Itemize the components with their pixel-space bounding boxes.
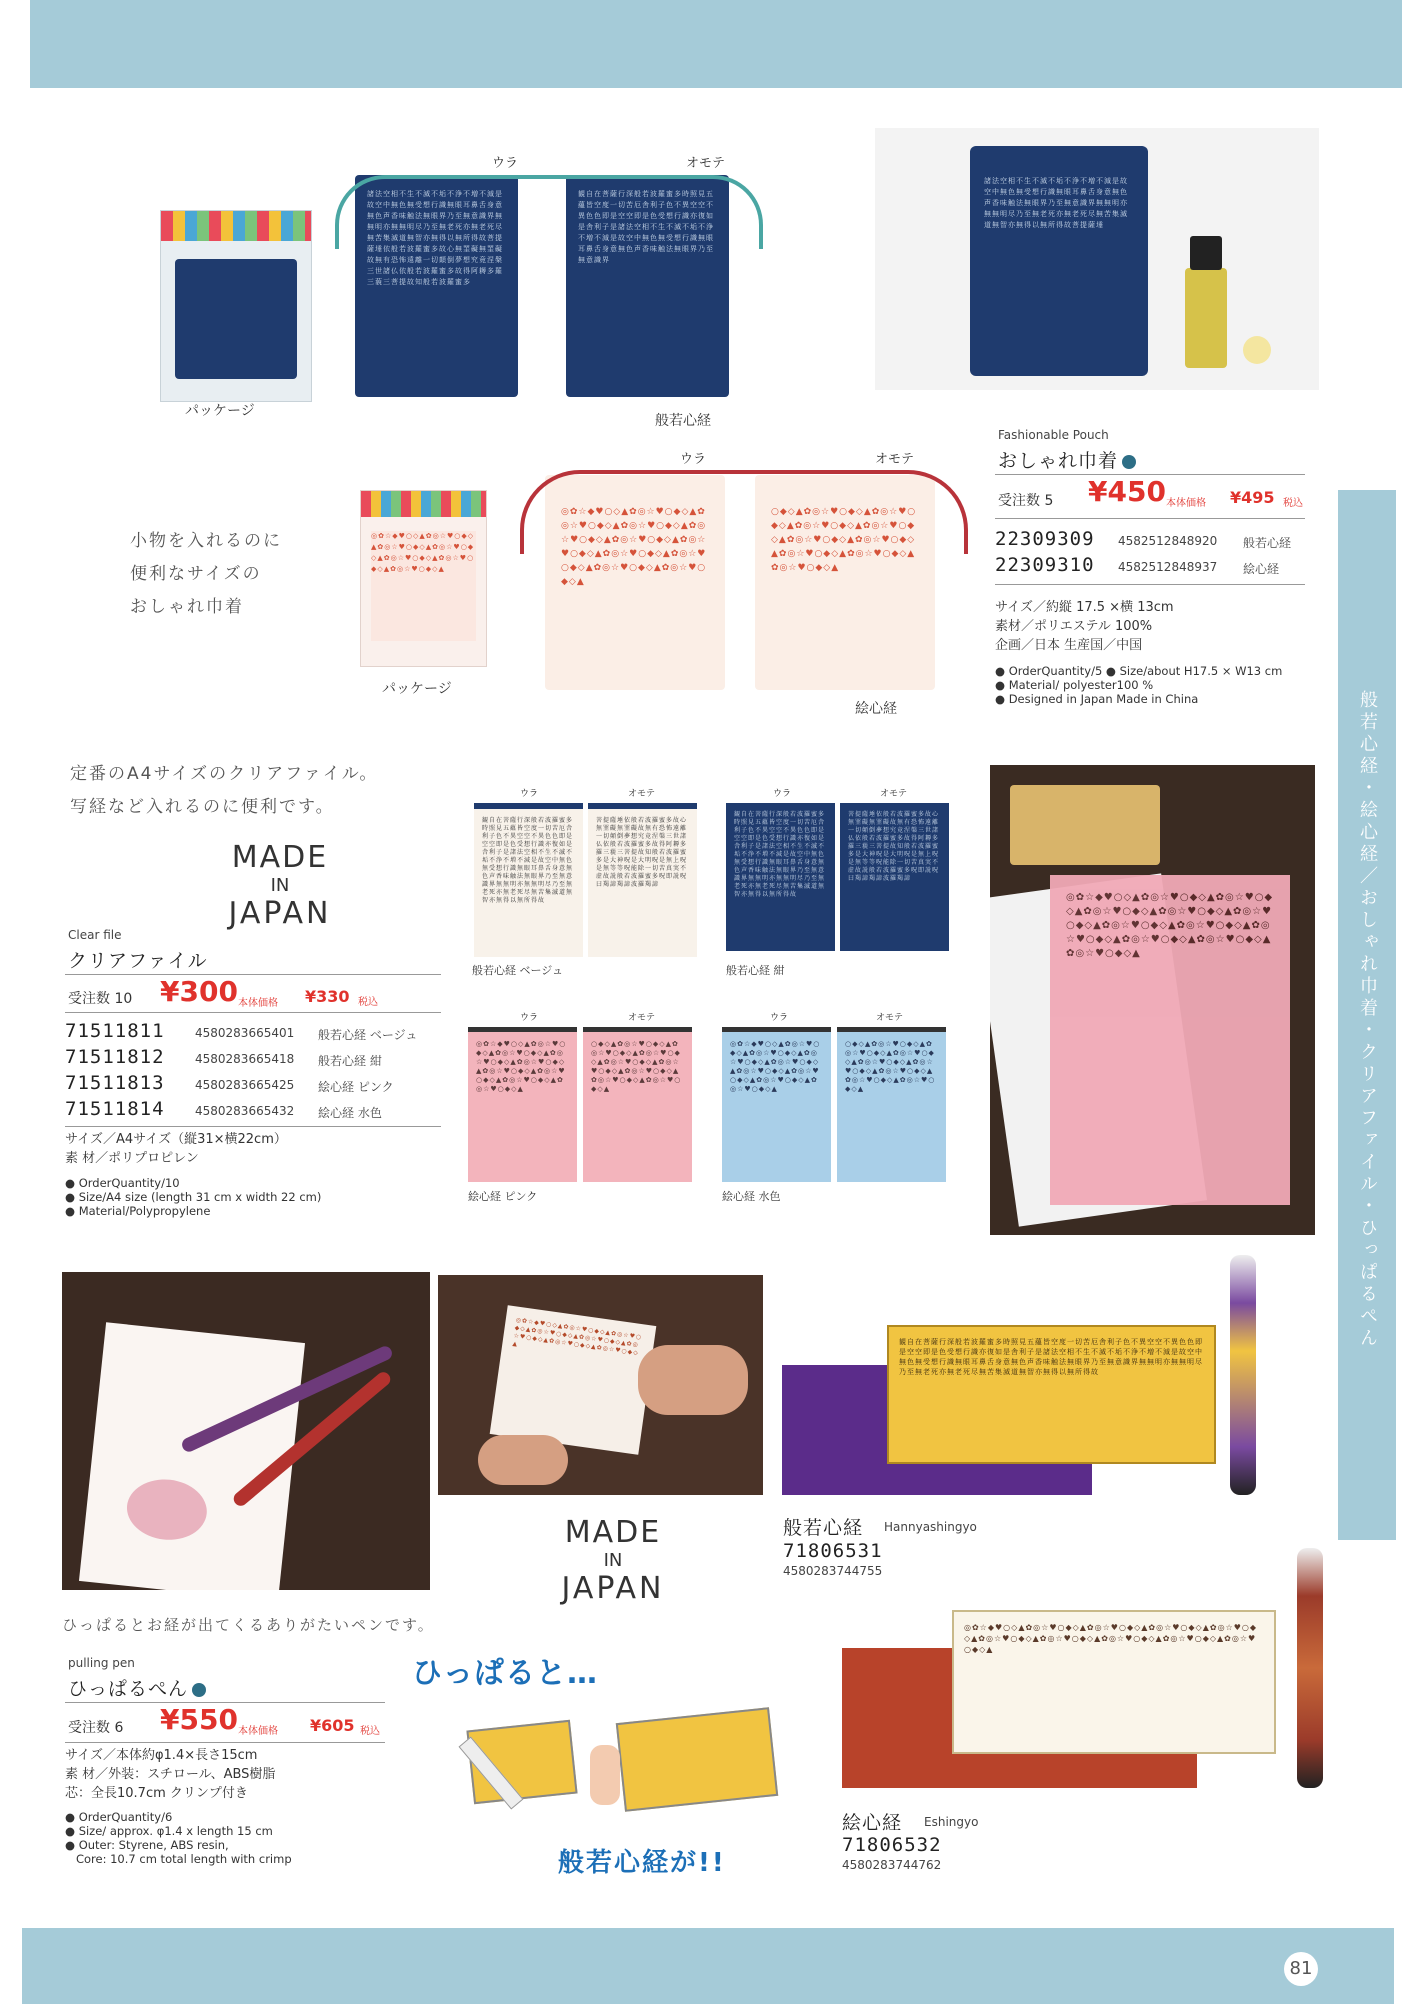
file-navy-omote-label: オモテ [880,789,908,799]
pen-eshin-en: Eshingyo [924,1815,979,1829]
clearfile-sku-rule [65,1126,441,1127]
pouch-sku-2-code: 22309310 [995,554,1095,576]
pouch-lead-line: 便利なサイズの [130,564,262,584]
pouch-spec-en-line: ● Designed in Japan Made in China [995,692,1199,706]
pen-hannya-code: 71806531 [783,1540,883,1562]
pouch-spec-line: 素材／ポリエステル 100% [995,619,1153,634]
clearfile-title-rule [65,974,441,975]
pouch-price: ¥450 [1088,475,1166,508]
file-navy-front-image: 菩提薩埵依般若波羅蜜多故心無罣礙無罣礙故無有恐怖遠離一切顛倒夢想究竟涅槃三世諸仏依般若波羅蜜多故得阿耨多羅三藐三菩提故知般若波羅蜜多是大神呪是大明呪是無上呪是無等等呪能除一切苦真実不虚故説般若波羅蜜多呪即説呪曰羯諦羯諦波羅羯諦 [840,803,949,951]
japan-text: JAPAN [561,1571,665,1606]
clearfile-tax-note: 税込 [358,997,378,1008]
file-navy-back-image: 観自在菩薩行深般若波羅蜜多時照見五蘊皆空度一切苦厄舎利子色不異空空不異色色即是空空即是色受想行識亦復如是舎利子是諸法空相不生不滅不垢不浄不増不減是故空中無色無受想行識無眼耳鼻舌身意無色声香味触法無眼界乃至無意識界無無明亦無無明尽乃至無老死亦無老死尽無苦集滅道無智亦無得以無所得故 [726,803,835,951]
pen-hannya-en: Hannyashingyo [884,1520,977,1534]
pouch-package-navy-image [160,210,312,402]
pen-photo-desk [62,1272,430,1590]
clearfile-sku-1-jan: 4580283665401 [195,1026,295,1040]
clearfile-lead [70,758,378,824]
pen-eshin-code: 71806532 [842,1834,942,1856]
pen-spec-en-line: ● Outer: Styrene, ABS resin, [65,1838,229,1852]
pouch-spec-en-line: ● OrderQuantity/5 ● Size/about H17.5 × W13 cm [995,664,1283,678]
clearfile-sku-4-code: 71511814 [65,1098,165,1120]
file-blue-omote-label: オモテ [876,1013,904,1023]
file-pink-omote-label: オモテ [628,1013,656,1023]
pouch-title-text: おしゃれ巾着 [998,450,1119,472]
clearfile-specs-en [65,1176,321,1218]
file-blue-back-image: ◎✿☆◆♥○◇▲✿◎☆♥○◆◇▲✿◎☆♥○◆◇▲✿◎☆♥○◆◇▲✿◎☆♥○◆◇▲✿◎☆♥○◆◇▲✿◎☆♥○◆◇▲✿◎☆♥○◆◇▲✿◎☆♥○◆◇▲ [722,1027,831,1182]
pen-hannya-jan: 4580283744755 [783,1564,883,1578]
pen-price: ¥550 [160,1703,238,1736]
pouch-price-note: 本体価格 [1166,498,1206,509]
file-blue-label: 絵心経 水色 [722,1190,781,1203]
pen-photo-hands: ◎✿☆◆♥○◇▲✿◎☆♥○◆◇▲✿◎☆♥○◆◇▲✿◎☆♥○◆◇▲✿◎☆♥○◆◇▲✿◎☆♥○◆◇▲✿◎☆♥○◆◇▲✿◎☆♥○◆◇▲ [438,1275,763,1495]
clearfile-order-qty: 受注数 10 [68,991,133,1007]
file-pink-front-image: ○◆◇▲✿◎☆♥○◆◇▲✿◎☆♥○◆◇▲✿◎☆♥○◆◇▲✿◎☆♥○◆◇▲✿◎☆♥○◆◇▲✿◎☆♥○◆◇▲✿◎☆♥○◆◇▲✿◎☆♥○◆◇▲ [583,1027,692,1182]
pouch-sku-1-variant: 般若心経 [1243,536,1292,550]
pouch-lead-line: 小物を入れるのに [130,531,282,551]
clearfile-sku-3-code: 71511813 [65,1072,165,1094]
page-number: 81 [1284,1952,1318,1986]
pouch-sku-2-variant: 絵心経 [1243,562,1280,576]
pouch-en-name: Fashionable Pouch [998,428,1109,442]
clearfile-sku-1-code: 71511811 [65,1020,165,1042]
pouch-lead-line: おしゃれ巾着 [130,597,244,617]
pouch-ura-label-top: ウラ [492,156,519,171]
pen-eshin-image: ◎✿☆◆♥○◇▲✿◎☆♥○◆◇▲✿◎☆♥○◆◇▲✿◎☆♥○◆◇▲✿◎☆♥○◆◇▲✿◎☆♥○◆◇▲✿◎☆♥○◆◇▲✿◎☆♥○◆◇▲✿◎☆♥○◆◇▲✿◎☆♥○◆◇▲ [842,1548,1332,1808]
clearfile-spec-en-line: ● Size/A4 size (length 31 cm x width 22 cm) [65,1190,322,1204]
pouch-price-tax: ¥495 [1230,488,1275,507]
pouch-hannya-label: 般若心経 [655,413,711,429]
clearfile-sku-3-jan: 4580283665425 [195,1078,295,1092]
in-text: IN [270,875,290,896]
pouch-package-label-bottom: パッケージ [382,681,452,697]
clearfile-title: クリアファイル [68,950,208,972]
pouch-ura-label-bottom: ウラ [680,452,707,467]
file-beige-back-image: 観自在菩薩行深般若波羅蜜多時照見五蘊皆空度一切苦厄舎利子色不異空空不異色色即是空空即是色受想行識亦復如是舎利子是諸法空相不生不滅不垢不浄不増不減是故空中無色無受想行識無眼耳鼻舌身意無色声香味触法無眼界乃至無意識界無無明亦無無明尽乃至無老死亦無老死尽無苦集滅道無智亦無得以無所得故 [474,803,583,957]
file-pink-back-image: ◎✿☆◆♥○◇▲✿◎☆♥○◆◇▲✿◎☆♥○◆◇▲✿◎☆♥○◆◇▲✿◎☆♥○◆◇▲✿◎☆♥○◆◇▲✿◎☆♥○◆◇▲✿◎☆♥○◆◇▲✿◎☆♥○◆◇▲ [468,1027,577,1182]
file-beige-front-image: 菩提薩埵依般若波羅蜜多故心無罣礙無罣礙故無有恐怖遠離一切顛倒夢想究竟涅槃三世諸仏依般若波羅蜜多故得阿耨多羅三藐三菩提故知般若波羅蜜多是大神呪是大明呪是無上呪是無等等呪能除一切苦真実不虚故説般若波羅蜜多呪即説呪曰羯諦羯諦波羅羯諦 [588,803,697,957]
made-text: MADE [564,1515,662,1550]
pouch-price-rule [995,518,1305,519]
file-pink-label: 絵心経 ピンク [468,1190,538,1203]
pen-specs-jp [65,1746,275,1803]
clearfile-lead-line: 定番のA4サイズのクリアファイル。 [70,764,379,784]
pen-eshin-name: 絵心経 [842,1812,903,1834]
file-beige-ura-label: ウラ [520,789,539,799]
file-blue-ura-label: ウラ [770,1013,789,1023]
clearfile-made-in-japan [225,840,335,931]
clearfile-price-tax: ¥330 [305,987,350,1006]
clearfile-sku-1-variant: 般若心経 ベージュ [318,1028,418,1042]
pen-spec-line: サイズ／本体約φ1.4×長さ15cm [65,1748,258,1763]
pouch-spec-line: 企画／日本 生産国／中国 [995,638,1143,653]
pouch-order-qty: 受注数 5 [998,493,1054,509]
clearfile-sku-2-code: 71511812 [65,1046,165,1068]
pen-illustration [450,1705,780,1835]
top-band [30,0,1402,88]
pouch-package-pink-image: ◎✿☆◆♥○◇▲✿◎☆♥○◆◇▲✿◎☆♥○◆◇▲✿◎☆♥○◆◇▲✿◎☆♥○◆◇▲✿◎☆♥○◆◇▲✿◎☆♥○◆◇▲ [360,490,487,667]
pen-price-rule [65,1742,385,1743]
clearfile-lead-line: 写経など入れるのに便利です。 [70,797,335,817]
new-dot-icon [192,1683,206,1697]
pouch-navy-front-image: 観自在菩薩行深般若波羅蜜多時照見五蘊皆空度一切苦厄舎利子色不異空空不異色色即是空空即是色受想行識亦復如是舎利子是諸法空相不生不滅不垢不浄不増不減是故空中無色無受想行識無眼耳鼻舌身意無色声香味触法無眼界乃至無意識界 [566,175,729,397]
clearfile-price-note: 本体価格 [238,998,278,1009]
pen-tax-note: 税込 [360,1726,380,1737]
pouch-eshin-label: 絵心経 [855,701,897,717]
pen-specs-en [65,1810,292,1866]
pouch-sku-rule [995,584,1305,585]
pouch-title [998,446,1136,473]
file-blue-front-image: ○◆◇▲✿◎☆♥○◆◇▲✿◎☆♥○◆◇▲✿◎☆♥○◆◇▲✿◎☆♥○◆◇▲✿◎☆♥○◆◇▲✿◎☆♥○◆◇▲✿◎☆♥○◆◇▲✿◎☆♥○◆◇▲ [837,1027,946,1182]
pen-spec-en-line: ● Size/ approx. φ1.4 x length 15 cm [65,1824,273,1838]
clearfile-price-rule [65,1012,441,1013]
pen-en-name: pulling pen [68,1656,135,1670]
pen-price-tax: ¥605 [310,1716,355,1735]
clearfile-sku-2-variant: 般若心経 紺 [318,1054,382,1068]
clearfile-spec-en-line: ● OrderQuantity/10 [65,1176,180,1190]
pouch-specs-en [995,664,1282,706]
pen-title [68,1674,206,1701]
file-navy-label: 般若心経 紺 [726,964,785,977]
clearfile-spec-en-line: ● Material/Polypropylene [65,1204,211,1218]
clearfile-specs-jp [65,1130,287,1168]
clearfile-en-name: Clear file [68,928,122,942]
clearfile-sku-2-jan: 4580283665418 [195,1052,295,1066]
pouch-spec-en-line: ● Material/ polyester100 % [995,678,1154,692]
pouch-navy-back-image: 諸法空相不生不滅不垢不浄不増不減是故空中無色無受想行識無眼耳鼻舌身意無色声香味触法無眼界乃至無意識界無無明亦無無明尽乃至無老死亦無老死尽無苦集滅道無智亦無得以無所得故菩提薩埵依般若波羅蜜多故心無罣礙無罣礙故無有恐怖遠離一切顛倒夢想究竟涅槃三世諸仏依般若波羅蜜多故得阿耨多羅三藐三菩提故知般若波羅蜜多 [355,175,518,397]
clearfile-spec-line: 素 材／ポリプロピレン [65,1151,199,1166]
pouch-package-label-top: パッケージ [185,403,255,419]
pouch-photo: 諸法空相不生不滅不垢不浄不増不減是故空中無色無受想行識無眼耳鼻舌身意無色声香味触法無眼界乃至無意識界無無明亦無無明尽乃至無老死亦無老死尽無苦集滅道無智亦無得以無所得故菩提薩埵 [875,128,1319,390]
clearfile-spec-line: サイズ／A4サイズ（縦31×横22cm） [65,1132,287,1147]
pouch-pink-back-image: ◎✿☆◆♥○◇▲✿◎☆♥○◆◇▲✿◎☆♥○◆◇▲✿◎☆♥○◆◇▲✿◎☆♥○◆◇▲✿◎☆♥○◆◇▲✿◎☆♥○◆◇▲✿◎☆♥○◆◇▲✿◎☆♥○◆◇▲✿◎☆♥○◆◇▲✿◎☆♥○◆◇▲ [545,475,725,690]
pen-price-note: 本体価格 [238,1726,278,1737]
pouch-drawstring [335,175,763,249]
clearfile-sku-4-jan: 4580283665432 [195,1104,295,1118]
pouch-omote-label-bottom: オモテ [875,452,915,467]
pouch-lead [130,525,282,624]
file-navy-ura-label: ウラ [773,789,792,799]
made-text: MADE [231,840,329,875]
clearfile-sku-4-variant: 絵心経 水色 [318,1106,382,1120]
pouch-specs-jp [995,598,1174,655]
side-tab-text: 般若心経・絵心経／おしゃれ巾着・クリアファイル・ひっぱるぺん [1357,690,1378,1350]
pen-order-qty: 受注数 6 [68,1720,124,1736]
file-beige-omote-label: オモテ [628,789,656,799]
pouch-sku-1-jan: 4582512848920 [1118,534,1218,548]
pen-hannya-image: 観自在菩薩行深般若波羅蜜多時照見五蘊皆空度一切苦厄舎利子色不異空空不異色色即是空空即是色受想行識亦復如是舎利子是諸法空相不生不滅不垢不浄不増不減是故空中無色無受想行識無眼耳鼻舌身意無色声香味触法無眼界乃至無意識界無無明亦無無明尽乃至無老死亦無老死尽無苦集滅道無智亦無得以無所得故 [782,1255,1287,1505]
clearfile-price: ¥300 [160,975,238,1008]
pouch-sku-2-jan: 4582512848937 [1118,560,1218,574]
pouch-omote-label-top: オモテ [686,156,726,171]
pouch-sku-1-code: 22309309 [995,528,1095,550]
new-dot-icon [1122,455,1136,469]
in-text: IN [603,1550,623,1571]
pen-spec-line: 素 材／外装：スチロール、ABS樹脂 [65,1767,276,1782]
japan-text: JAPAN [228,896,332,931]
pen-lead: ひっぱるとお経が出てくるありがたいペンです。 [62,1616,435,1634]
pen-hannya-name: 般若心経 [783,1517,864,1539]
pouch-pink-front-image: ○◆◇▲✿◎☆♥○◆◇▲✿◎☆♥○◆◇▲✿◎☆♥○◆◇▲✿◎☆♥○◆◇▲✿◎☆♥○◆◇▲✿◎☆♥○◆◇▲✿◎☆♥○◆◇▲✿◎☆♥○◆◇▲✿◎☆♥○◆◇▲ [755,475,935,690]
pen-callout-bottom: 般若心経が!! [558,1848,726,1878]
pen-eshin-jan: 4580283744762 [842,1858,942,1872]
pen-spec-en-line: ● OrderQuantity/6 [65,1810,173,1824]
pen-made-in-japan [558,1515,668,1606]
file-beige-label: 般若心経 ベージュ [472,964,564,977]
bottom-band [22,1928,1394,2004]
clearfile-photo: ◎✿☆◆♥○◇▲✿◎☆♥○◆◇▲✿◎☆♥○◆◇▲✿◎☆♥○◆◇▲✿◎☆♥○◆◇▲✿◎☆♥○◆◇▲✿◎☆♥○◆◇▲✿◎☆♥○◆◇▲✿◎☆♥○◆◇▲✿◎☆♥○◆◇▲✿◎☆♥○◆◇▲✿◎☆♥○◆◇▲ [990,765,1315,1235]
pen-callout-top: ひっぱると… [412,1656,598,1691]
clearfile-sku-3-variant: 絵心経 ピンク [318,1080,394,1094]
pouch-spec-line: サイズ／約縦 17.5 ×横 13cm [995,600,1174,615]
file-pink-ura-label: ウラ [520,1013,539,1023]
pen-spec-line: 芯：全長10.7cm クリンプ付き [65,1786,248,1801]
pen-spec-en-line: Core: 10.7 cm total length with crimp [65,1852,292,1866]
pouch-red-drawstring [520,470,968,554]
pen-title-text: ひっぱるぺん [68,1678,189,1700]
pouch-tax-note: 税込 [1283,498,1303,509]
